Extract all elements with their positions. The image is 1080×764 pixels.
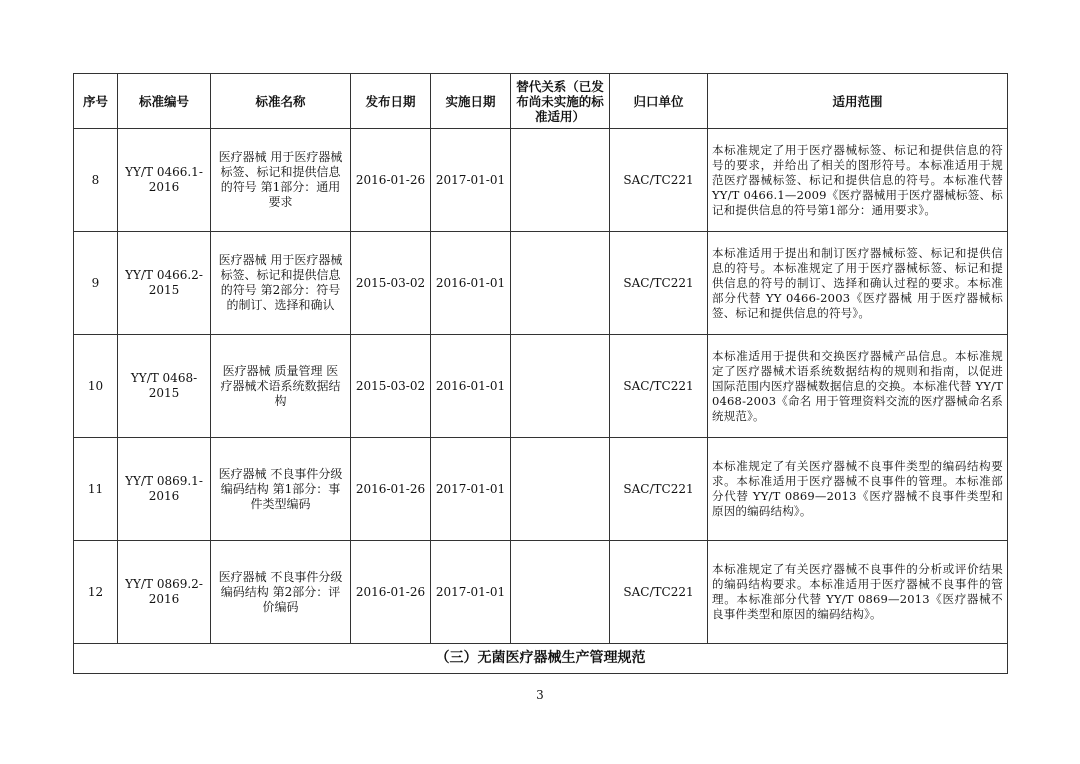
- header-code: 标准编号: [118, 74, 211, 129]
- cell-index: 11: [74, 438, 118, 541]
- cell-index: 10: [74, 335, 118, 438]
- table-row: [74, 129, 1008, 232]
- cell-publish-date: 2016-01-26: [351, 129, 431, 232]
- cell-scope: 本标准规定了有关医疗器械不良事件类型的编码结构要求。本标准适用于医疗器械不良事件的管理。本标准部分代替 YY/T 0869—2013《医疗器械不良事件类型和原因的编码结构》。: [708, 438, 1008, 541]
- cell-effective-date: 2017-01-01: [431, 541, 511, 644]
- cell-name: 医疗器械 用于医疗器械标签、标记和提供信息的符号 第1部分：通用要求: [211, 129, 351, 232]
- table-header-row: [74, 74, 1008, 129]
- cell-name: 医疗器械 不良事件分级编码结构 第2部分：评价编码: [211, 541, 351, 644]
- table-row: [74, 438, 1008, 541]
- standards-table: [73, 73, 1008, 674]
- cell-publish-date: 2016-01-26: [351, 541, 431, 644]
- table-row: [74, 232, 1008, 335]
- cell-scope: 本标准适用于提出和制订医疗器械标签、标记和提供信息的符号。本标准规定了用于医疗器械标签、标记和提供信息的符号的制订、选择和确认过程的要求。本标准部分代替 YY 0466-2003《医疗器械 用于医疗器械标签、标记和提供信息的符号》。: [708, 232, 1008, 335]
- cell-index: 8: [74, 129, 118, 232]
- cell-code: YY/T 0466.2-2015: [118, 232, 211, 335]
- cell-effective-date: 2017-01-01: [431, 129, 511, 232]
- cell-unit: SAC/TC221: [610, 335, 708, 438]
- cell-replacement: [511, 541, 610, 644]
- cell-code: YY/T 0468-2015: [118, 335, 211, 438]
- cell-effective-date: 2016-01-01: [431, 232, 511, 335]
- page-number: 3: [536, 688, 544, 702]
- header-unit: 归口单位: [610, 74, 708, 129]
- section-title: （三）无菌医疗器械生产管理规范: [74, 644, 1008, 674]
- cell-unit: SAC/TC221: [610, 129, 708, 232]
- table-row: [74, 541, 1008, 644]
- cell-code: YY/T 0869.1-2016: [118, 438, 211, 541]
- section-row: [74, 644, 1008, 674]
- table-row: [74, 335, 1008, 438]
- cell-scope: 本标准规定了有关医疗器械不良事件的分析或评价结果的编码结构要求。本标准适用于医疗器械不良事件的管理。本标准部分代替 YY/T 0869—2013《医疗器械不良事件类型和原因的编码结构》。: [708, 541, 1008, 644]
- cell-code: YY/T 0869.2-2016: [118, 541, 211, 644]
- cell-replacement: [511, 129, 610, 232]
- cell-code: YY/T 0466.1-2016: [118, 129, 211, 232]
- cell-effective-date: 2016-01-01: [431, 335, 511, 438]
- cell-unit: SAC/TC221: [610, 541, 708, 644]
- cell-index: 9: [74, 232, 118, 335]
- cell-name: 医疗器械 不良事件分级编码结构 第1部分：事件类型编码: [211, 438, 351, 541]
- cell-replacement: [511, 232, 610, 335]
- header-index: 序号: [74, 74, 118, 129]
- header-name: 标准名称: [211, 74, 351, 129]
- cell-index: 12: [74, 541, 118, 644]
- cell-replacement: [511, 335, 610, 438]
- header-replacement: 替代关系（已发布尚未实施的标准适用）: [511, 74, 610, 129]
- cell-publish-date: 2015-03-02: [351, 232, 431, 335]
- cell-name: 医疗器械 质量管理 医疗器械术语系统数据结构: [211, 335, 351, 438]
- cell-scope: 本标准适用于提供和交换医疗器械产品信息。本标准规定了医疗器械术语系统数据结构的规则和指南，以促进国际范围内医疗器械数据信息的交换。本标准代替 YY/T 0468-2003《命名 用于管理资料交流的医疗器械命名系统规范》。: [708, 335, 1008, 438]
- header-scope: 适用范围: [708, 74, 1008, 129]
- cell-effective-date: 2017-01-01: [431, 438, 511, 541]
- cell-scope: 本标准规定了用于医疗器械标签、标记和提供信息的符号的要求，并给出了相关的图形符号。本标准适用于规范医疗器械标签、标记和提供信息的符号。本标准代替 YY/T 0466.1—2009《医疗器械用于医疗器械标签、标记和提供信息的符号第1部分：通用要求》。: [708, 129, 1008, 232]
- header-publish-date: 发布日期: [351, 74, 431, 129]
- cell-unit: SAC/TC221: [610, 232, 708, 335]
- cell-publish-date: 2016-01-26: [351, 438, 431, 541]
- header-effective-date: 实施日期: [431, 74, 511, 129]
- cell-name: 医疗器械 用于医疗器械标签、标记和提供信息的符号 第2部分：符号的制订、选择和确认: [211, 232, 351, 335]
- cell-replacement: [511, 438, 610, 541]
- cell-publish-date: 2015-03-02: [351, 335, 431, 438]
- cell-unit: SAC/TC221: [610, 438, 708, 541]
